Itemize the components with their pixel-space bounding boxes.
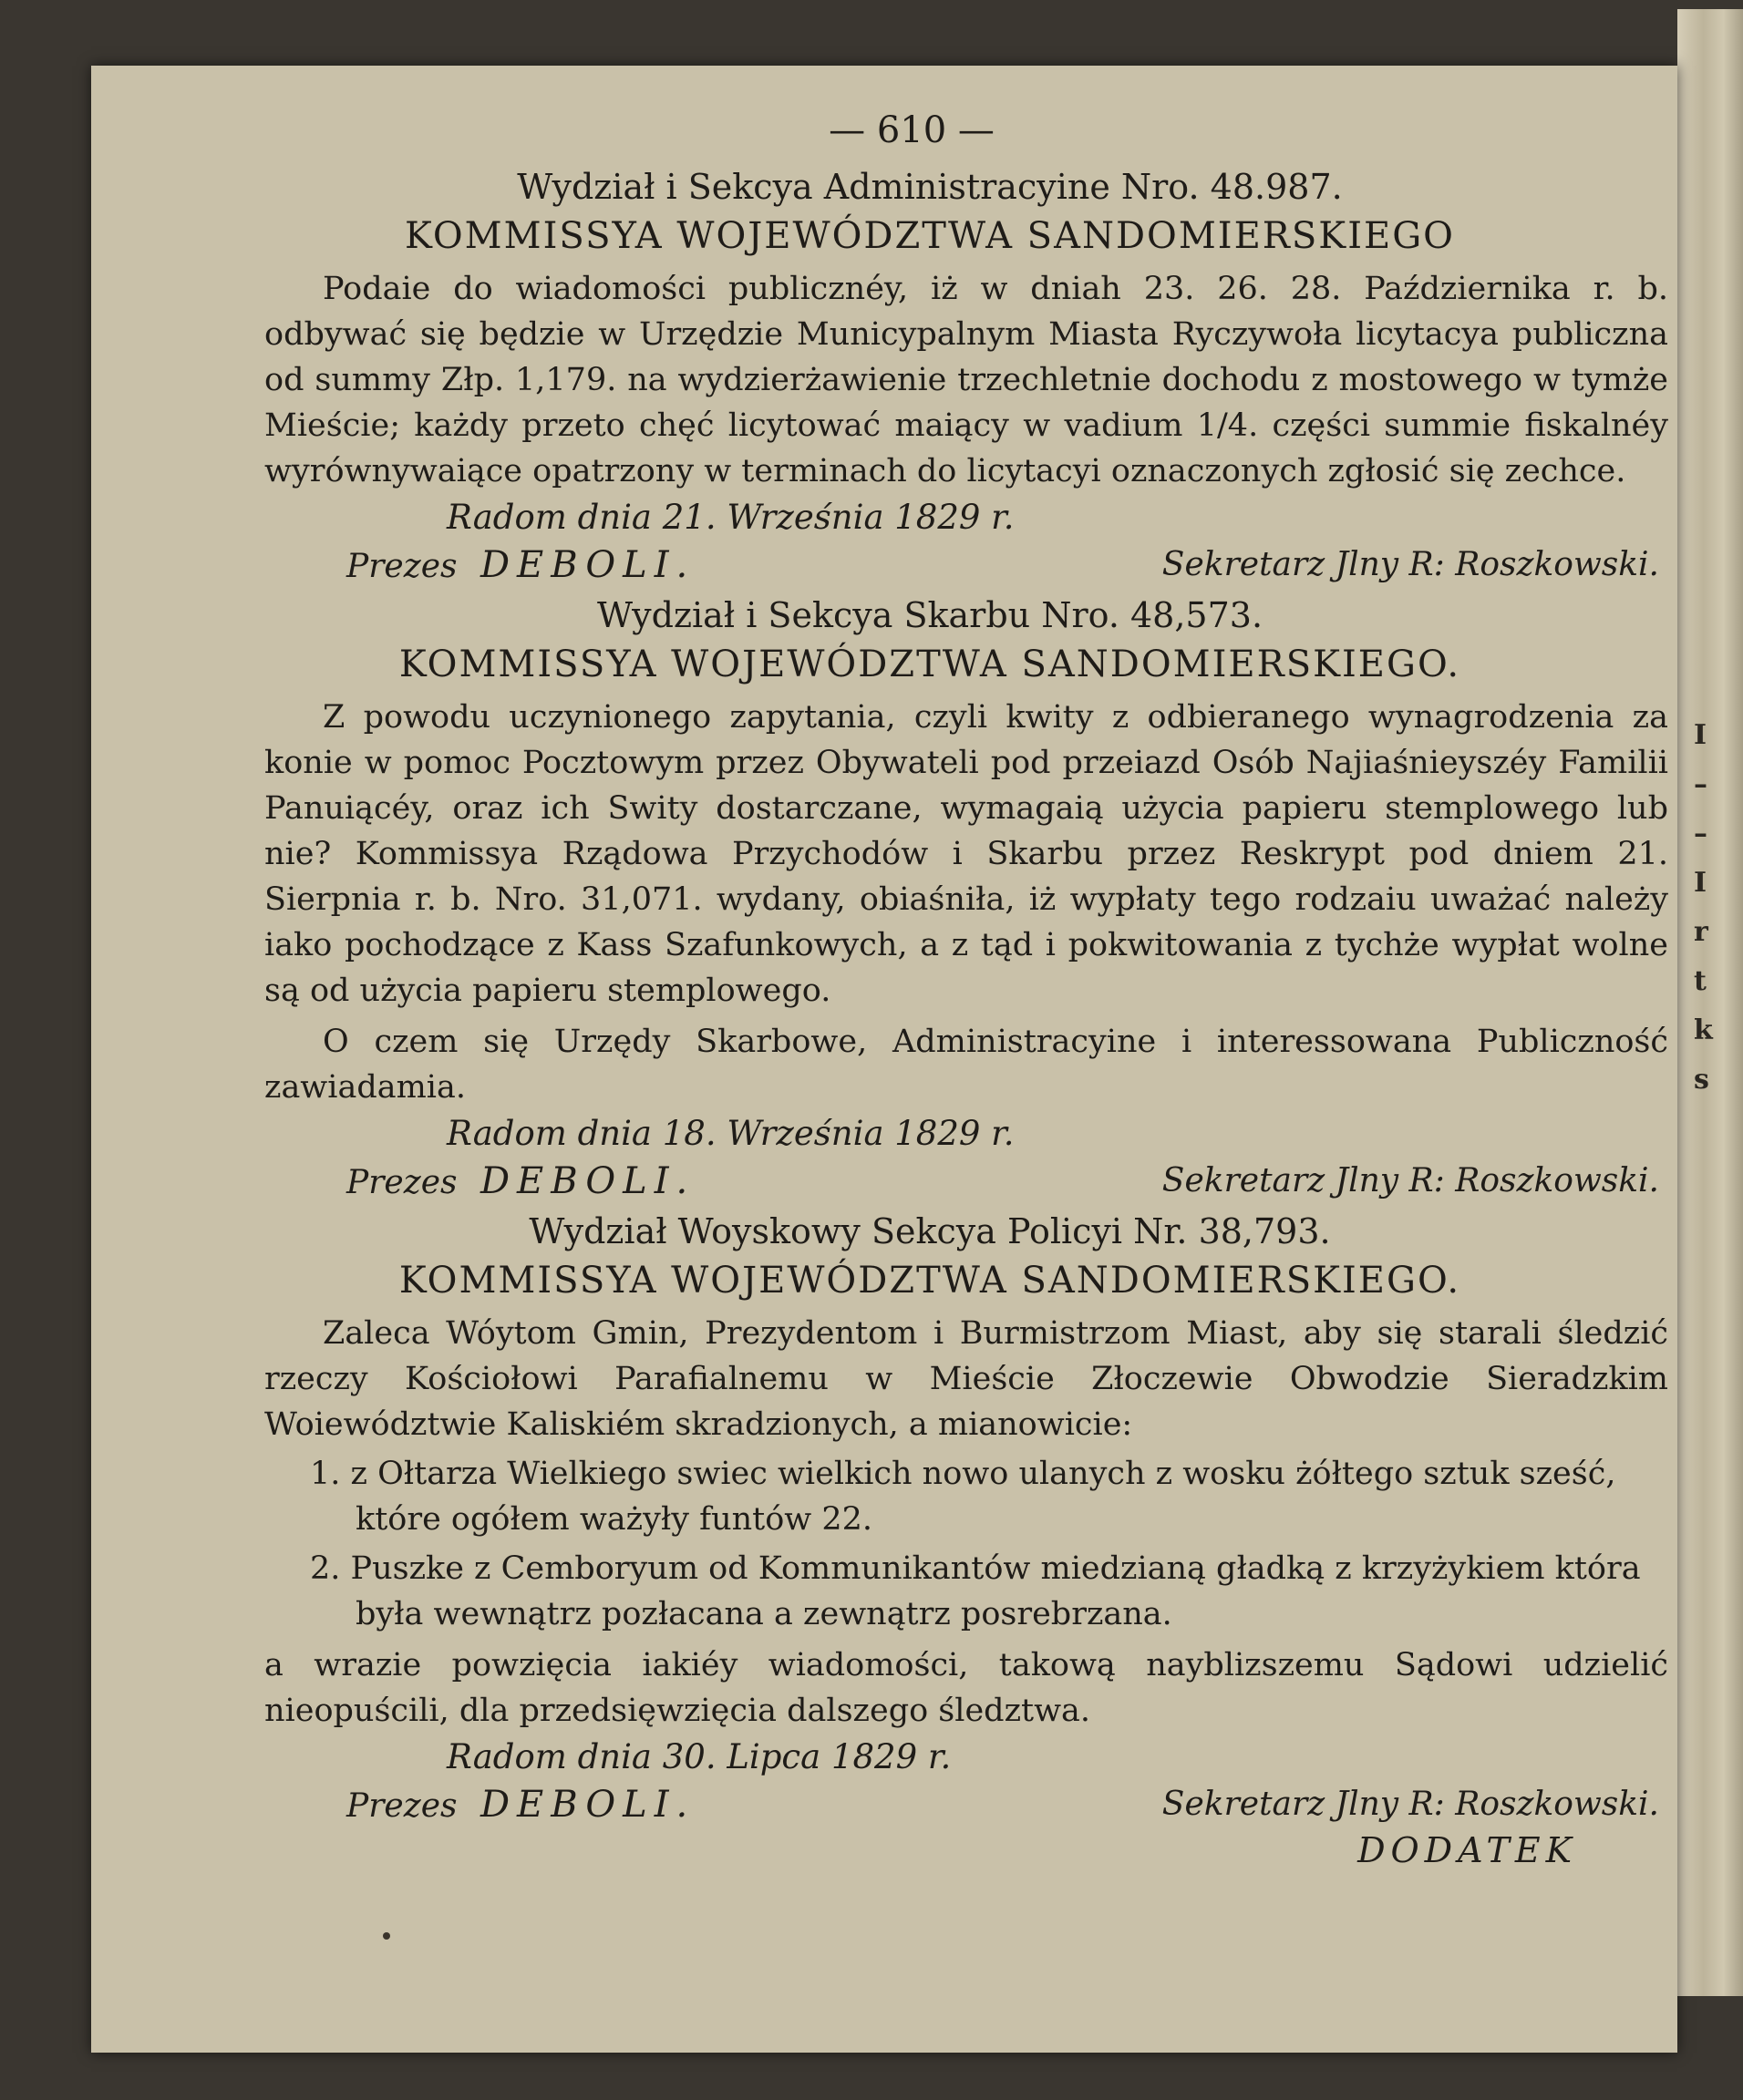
notice-heading: KOMMISSYA WOJEWÓDZTWA SANDOMIERSKIEGO. — [398, 1260, 1461, 1302]
prezes-signature — [346, 541, 695, 591]
notice-2 — [264, 591, 1668, 1207]
secretary-signature: Sekretarz Jlny R: Roszkowski. — [1161, 1786, 1659, 1823]
edge-letter: s — [1694, 1064, 1709, 1096]
edge-letter: – — [1694, 818, 1707, 849]
signatures — [264, 1158, 1668, 1207]
prezes-name: DEBOLI. — [480, 544, 696, 586]
notice-body: Zaleca Wóytom Gmin, Prezydentom i Burmistrzom Miast, aby się starali śledzić rzeczy Kościołowi Parafialnemu w Mieście Złoczewie Obwodzie Sieradzkim Woiewództwie Kaliskiém skradzionych, a mianowicie: — [264, 1315, 1668, 1443]
page-number: — 610 — — [829, 109, 995, 151]
secretary-signature: Sekretarz Jlny R: Roszkowski. — [1161, 1162, 1659, 1199]
edge-letter: – — [1694, 768, 1707, 800]
notice-heading: KOMMISSYA WOJEWÓDZTWA SANDOMIERSKIEGO. — [398, 643, 1461, 685]
prezes-signature — [346, 1781, 695, 1830]
catchword: DODATEK — [1357, 1830, 1577, 1870]
secretary-signature: Sekretarz Jlny R: Roszkowski. — [1161, 546, 1659, 583]
notice-date: Radom dnia 18. Września 1829 r. — [447, 1114, 1015, 1153]
notice-date: Radom dnia 21. Września 1829 r. — [447, 498, 1015, 537]
adjacent-page-letters — [1694, 711, 1730, 1105]
department-line: Wydział Woyskowy Sekcya Policyi Nr. 38,793. — [529, 1211, 1331, 1251]
notice-1 — [264, 162, 1668, 591]
department-line: Wydział i Sekcya Skarbu Nro. 48,573. — [596, 595, 1263, 635]
department-line: Wydział i Sekcya Administracyine Nro. 48.987. — [517, 167, 1343, 207]
edge-letter: k — [1694, 1014, 1713, 1046]
prezes-name: DEBOLI. — [480, 1784, 696, 1826]
notice-date: Radom dnia 30. Lipca 1829 r. — [447, 1737, 952, 1776]
notice-3 — [264, 1207, 1668, 1830]
notice-body-closing: O czem się Urzędy Skarbowe, Administracyine i interessowana Publiczność zawiadamia. — [264, 1024, 1668, 1106]
edge-letter: t — [1694, 965, 1707, 997]
page-text — [264, 109, 1668, 1870]
prezes-signature — [346, 1158, 695, 1207]
notice-body: Z powodu uczynionego zapytania, czyli kwity z odbieranego wynagrodzenia za konie w pomoc Pocztowym przez Obywateli pod przeiazd Osób Najiaśnieyszéy Familii Panuiącéy, oraz ich Swity dostarczane, wymagaią użycia papieru stemplowego lub nie? Kommissya Rządowa Przychodów i Skarbu przez Reskrypt pod dniem 21. Sierpnia r. b. Nro. 31,071. wydany, obiaśniła, iż wypłaty tego rodzaiu uważać należy iako pochodzące z Kass Szafunkowych, a z tąd i pokwitowania z tychże wypłat wolne są od użycia papieru stemplowego. — [264, 699, 1668, 1009]
list-item: 1. z Ołtarza Wielkiego swiec wielkich nowo ulanych z wosku żółtego sztuk sześć, które ogółem ważyły funtów 22. — [310, 1456, 1616, 1538]
prezes-label: Prezes — [346, 1787, 458, 1825]
edge-letter: r — [1694, 916, 1708, 948]
signatures — [264, 1781, 1668, 1830]
list-item: 2. Puszke z Cemboryum od Kommunikantów miedzianą gładką z krzyżykiem która była wewnątrz pozłacana a zewnątrz posrebrzana. — [310, 1550, 1641, 1632]
ink-dot — [383, 1932, 390, 1940]
edge-letter: I — [1694, 719, 1707, 751]
notice-body-closing: a wrazie powzięcia iakiéy wiadomości, takową nayblizszemu Sądowi udzielić nieopuścili, dla przedsięwzięcia dalszego śledztwa. — [264, 1647, 1668, 1729]
signatures — [264, 541, 1668, 591]
notice-heading: KOMMISSYA WOJEWÓDZTWA SANDOMIERSKIEGO — [405, 215, 1455, 257]
edge-letter: I — [1694, 867, 1707, 899]
notice-body: Podaie do wiadomości publicznéy, iż w dniah 23. 26. 28. Października r. b. odbywać się będzie w Urzędzie Municypalnym Miasta Ryczywoła licytacya publiczna od summy Złp. 1,179. na wydzierżawienie trzechletnie dochodu z mostowego w tymże Mieście; każdy przeto chęć licytować maiący w vadium 1/4. części summie fiskalnéy wyrównywaiące opatrzony w terminach do licytacyi oznaczonych zgłosić się zechce. — [264, 271, 1668, 489]
prezes-name: DEBOLI. — [480, 1160, 696, 1202]
prezes-label: Prezes — [346, 548, 458, 585]
prezes-label: Prezes — [346, 1164, 458, 1201]
